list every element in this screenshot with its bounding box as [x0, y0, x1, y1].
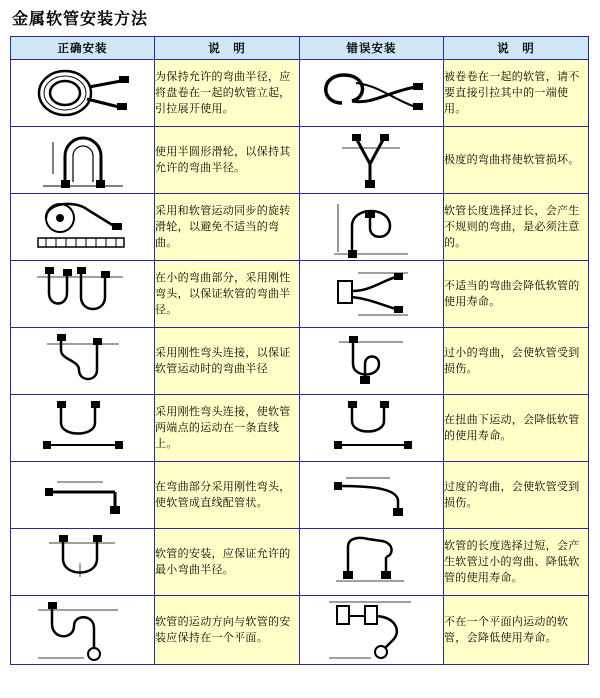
- note-text: 在小的弯曲部分，采用刚性弯头，以保证软管的弯曲半径。: [155, 261, 300, 328]
- note-text: 过小的弯曲，会使软管受到损伤。: [444, 328, 589, 395]
- figure-too-small-bend-radius: [300, 328, 444, 395]
- note-text: 采用刚性弯头连接，以保证软管运动时的弯曲半径: [155, 328, 300, 395]
- sharp-bend-icon: [300, 130, 443, 190]
- note-text: 软管的长度选择过短，会产生软管过小的弯曲、降低软管的使用寿命。: [444, 529, 589, 596]
- note-text: 软管的运动方向与软管的安装应保持在一个平面。: [155, 596, 300, 665]
- figure-out-of-plane-motion: [300, 596, 444, 665]
- minimum-bend-radius-icon: [11, 533, 154, 591]
- figure-semicircular-sheave-guide: [11, 127, 155, 194]
- table-header-row: [11, 37, 589, 60]
- figure-excessive-bend-damage: [300, 462, 444, 529]
- note-text: 软管长度选择过长，会产生不规则的弯曲，是必须注意的。: [444, 194, 589, 261]
- rigid-elbow-u-bend-icon: [11, 330, 154, 392]
- note-text: 过度的弯曲，会使软管受到损伤。: [444, 462, 589, 529]
- rigid-elbow-small-bend-icon: [11, 263, 154, 325]
- too-small-bend-icon: [300, 330, 443, 392]
- note-text: 被卷卷在一起的软管，请不要直接引拉其中的一端使用。: [444, 60, 589, 127]
- note-text: 软管的安装，应保证允许的最小弯曲半径。: [155, 529, 300, 596]
- note-text: 采用刚性弯头连接，使软管两端点的运动在一条直线上。: [155, 395, 300, 462]
- page-title: 金属软管安装方法: [12, 9, 149, 28]
- note-text: 在弯曲部分采用刚性弯头，使软管成直线配管状。: [155, 462, 300, 529]
- same-plane-motion-icon: [11, 596, 154, 664]
- note-text: 在扭曲下运动，会降低软管的使用寿命。: [444, 395, 589, 462]
- table-row: [11, 328, 589, 395]
- excessive-bend-icon: [300, 470, 443, 520]
- irregular-bend-icon: [300, 196, 443, 258]
- table-row: [11, 596, 589, 665]
- rigid-elbow-straight-line-icon: [11, 399, 154, 457]
- figure-coiled-hose-roll: [11, 60, 155, 127]
- hose-installation-table: [10, 36, 589, 665]
- figure-rigid-elbow-straight-piping: [11, 462, 155, 529]
- figure-rigid-elbow-u-bend: [11, 328, 155, 395]
- coiled-hose-roll-icon: [11, 63, 154, 123]
- figure-same-plane-motion: [11, 596, 155, 665]
- improper-bend-icon: [300, 265, 443, 323]
- table-row: [11, 462, 589, 529]
- header-wrong-install: 错误安装: [300, 37, 444, 60]
- note-text: 采用和软管运动同步的旋转滑轮，以避免不适当的弯曲。: [155, 194, 300, 261]
- figure-coiled-hose-pulled: [300, 60, 444, 127]
- figure-rigid-elbow-small-bend: [11, 261, 155, 328]
- header-wrong-note: 说 明: [444, 37, 589, 60]
- header-correct-install: 正确安装: [11, 37, 155, 60]
- note-text: 不在一个平面内运动的软管，会降低使用寿命。: [444, 596, 589, 665]
- note-text: 为保持允许的弯曲半径，应将盘卷在一起的软管立起，引拉展开使用。: [155, 60, 300, 127]
- coiled-hose-pulled-icon: [300, 63, 443, 123]
- figure-improper-bend-short-life: [300, 261, 444, 328]
- too-long-hose-icon: [300, 533, 443, 591]
- note-text: 使用半圆形滑轮，以保持其允许的弯曲半径。: [155, 127, 300, 194]
- out-of-plane-motion-icon: [300, 596, 443, 664]
- figure-over-long-hose-irregular-bend: [300, 194, 444, 261]
- semicircular-sheave-icon: [11, 130, 154, 190]
- note-text: 不适当的弯曲会降低软管的使用寿命。: [444, 261, 589, 328]
- note-text: 极度的弯曲将使软管损坏。: [444, 127, 589, 194]
- figure-too-long-hose-small-bend: [300, 529, 444, 596]
- header-correct-note: 说 明: [155, 37, 300, 60]
- figure-twisting-motion-u-bend: [300, 395, 444, 462]
- figure-rigid-elbow-straight-line: [11, 395, 155, 462]
- table-row: [11, 194, 589, 261]
- figure-rotating-sheave-with-chain: [11, 194, 155, 261]
- table-row: [11, 261, 589, 328]
- table-row: [11, 529, 589, 596]
- figure-minimum-bend-radius-install: [11, 529, 155, 596]
- table-row: [11, 60, 589, 127]
- table-row: [11, 395, 589, 462]
- twisting-motion-icon: [300, 399, 443, 457]
- table-row: [11, 127, 589, 194]
- figure-sharp-bend-over-edge: [300, 127, 444, 194]
- rotating-sheave-icon: [11, 196, 154, 258]
- straight-piping-icon: [11, 470, 154, 520]
